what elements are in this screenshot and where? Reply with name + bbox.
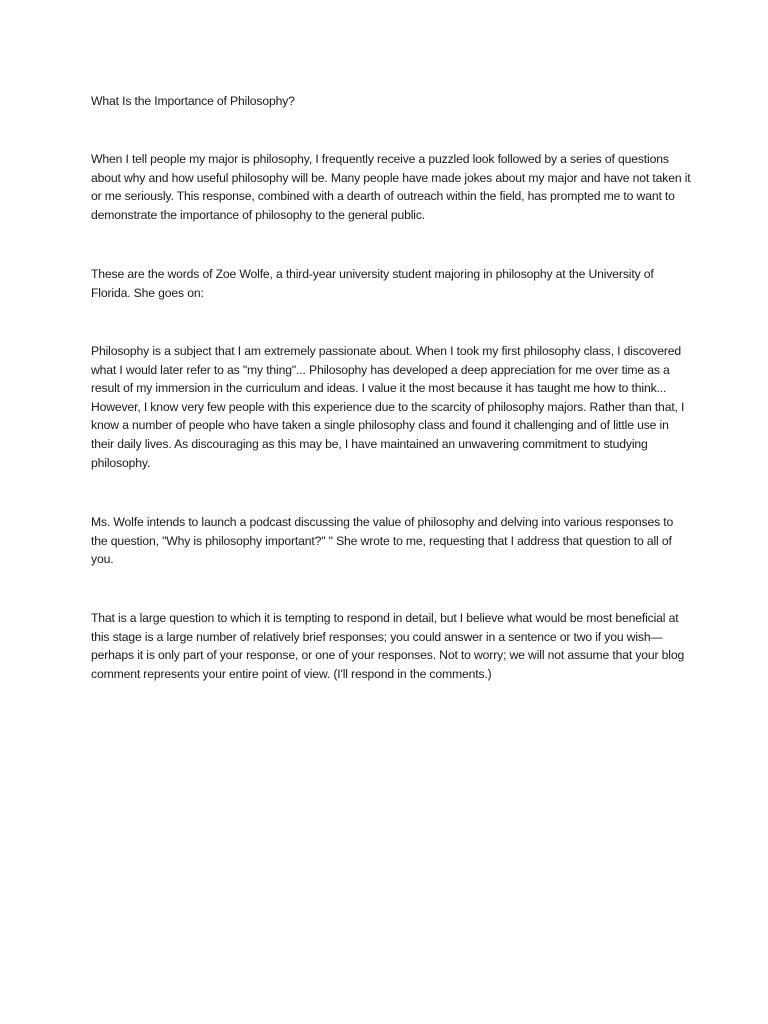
paragraph-podcast: Ms. Wolfe intends to launch a podcast discussing the value of philosophy and delving into various responses to the question, "Why is philosophy important?" " She wrote to me, requesting that I address that question to all of you. — [91, 515, 674, 567]
paragraph-attribution: These are the words of Zoe Wolfe, a third-year university student majoring in philosophy at the University of Florida. She goes on: — [91, 267, 654, 300]
paragraph-intro-quote: When I tell people my major is philosophy, I frequently receive a puzzled look followed by a series of questions about why and how useful philosophy will be. Many people have made jokes about my major and have not taken it or me seriously. This response, combined with a dearth of outreach within the field, has prompted me to want to demonstrate the importance of philosophy to the general public. — [91, 152, 691, 222]
paragraph-passion-quote: Philosophy is a subject that I am extremely passionate about. When I took my first philosophy class, I discovered what I would later refer to as "my thing"... Philosophy has developed a deep appreciation for me over time as a result of my immersion in the curriculum and ideas. I value it the most because it has taught me how to think... However, I know very few people with this experience due to the scarcity of philosophy majors. Rather than that, I know a number of people who have taken a single philosophy class and found it challenging and of little use in their daily lives. As discouraging as this may be, I have maintained an unwavering commitment to studying philosophy. — [91, 344, 685, 470]
document-title: What Is the Importance of Philosophy? — [91, 94, 295, 108]
paragraph-invitation: That is a large question to which it is tempting to respond in detail, but I believe what would be most beneficial at this stage is a large number of relatively brief responses; you could answer in a sentence or two if you wish—perhaps it is only part of your response, or one of your responses. Not to worry; we will not assume that your blog comment represents your entire point of view. (I'll respond in the comments.) — [91, 611, 685, 681]
